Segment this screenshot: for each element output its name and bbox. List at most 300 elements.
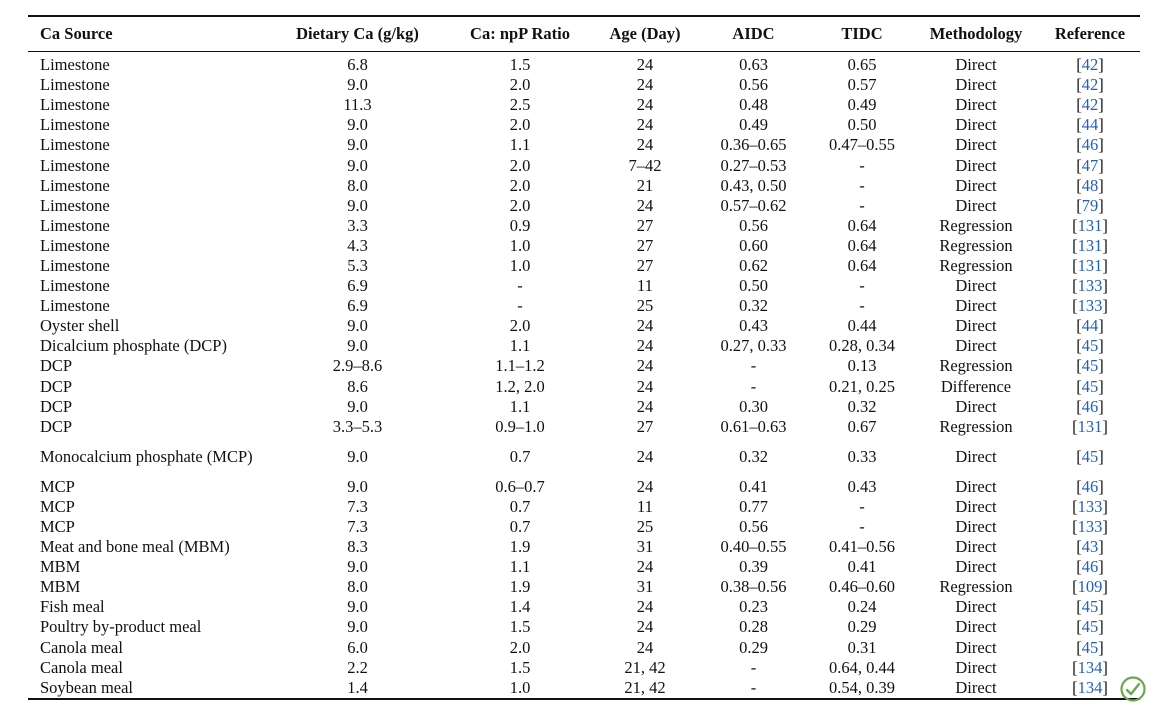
table-cell: 0.56 [739, 75, 768, 95]
table-cell: 0.32 [847, 396, 877, 416]
table-cell: 24 [636, 115, 654, 135]
table-cell: - [750, 356, 757, 376]
table-cell: 0.54, 0.39 [829, 677, 895, 697]
table-cell: Limestone [40, 195, 110, 215]
table-cell: 2.0 [509, 155, 531, 175]
reference-link[interactable]: 131 [1077, 215, 1103, 235]
table-cell: 24 [636, 376, 654, 396]
reference-cell: [42] [1076, 95, 1104, 115]
reference-link[interactable]: 43 [1081, 537, 1099, 557]
reference-cell: [46] [1076, 557, 1104, 577]
table-cell: 0.7 [509, 517, 531, 537]
reference-cell: [45] [1076, 617, 1104, 637]
reference-link[interactable]: 45 [1081, 376, 1099, 396]
table-cell: 7.3 [347, 517, 368, 537]
table-cell: 0.29 [739, 637, 768, 657]
table-cell: - [859, 276, 865, 296]
table-cell: 24 [636, 557, 654, 577]
table-cell: 1.5 [509, 657, 531, 677]
reference-cell: [109] [1072, 577, 1108, 597]
table-cell: 6.9 [347, 296, 368, 316]
table-cell: Soybean meal [40, 677, 134, 697]
reference-cell: [79] [1076, 195, 1104, 215]
table-row [28, 437, 1140, 477]
table-cell: 27 [636, 235, 654, 255]
table-cell: 0.56 [739, 215, 768, 235]
reference-link[interactable]: 79 [1081, 195, 1099, 215]
table-cell: 8.0 [347, 577, 368, 597]
reference-cell: [45] [1076, 376, 1104, 396]
table-cell: Regression [939, 215, 1013, 235]
column-header: Age (Day) [609, 24, 681, 43]
table-cell: 24 [636, 637, 654, 657]
table-row [28, 176, 1140, 196]
reference-cell: [47] [1076, 155, 1104, 175]
table-row [28, 75, 1140, 95]
table-cell: Regression [939, 577, 1013, 597]
table-cell: Direct [955, 316, 997, 336]
table-cell: MCP [40, 476, 75, 496]
table-cell: 1.4 [347, 677, 368, 697]
table-cell: 9.0 [347, 316, 368, 336]
table-cell: 24 [636, 446, 654, 466]
reference-link[interactable]: 45 [1081, 446, 1099, 466]
reference-link[interactable]: 42 [1081, 55, 1099, 75]
table-cell: Direct [955, 637, 997, 657]
reference-link[interactable]: 42 [1081, 95, 1099, 115]
table-cell: 1.1 [509, 336, 531, 356]
table-cell: 1.1 [509, 557, 531, 577]
table-cell: 0.27–0.53 [720, 155, 787, 175]
table-cell: 9.0 [347, 446, 368, 466]
reference-link[interactable]: 131 [1077, 255, 1103, 275]
table-row [28, 296, 1140, 316]
table-cell: Direct [955, 396, 997, 416]
table-cell: 0.77 [739, 496, 768, 516]
table-cell: - [859, 296, 865, 316]
table-cell: 0.38–0.56 [720, 577, 787, 597]
reference-cell: [45] [1076, 637, 1104, 657]
reference-cell: [133] [1072, 517, 1108, 537]
table-cell: 8.3 [347, 537, 368, 557]
column-header: Ca: npP Ratio [470, 24, 570, 43]
table-cell: Fish meal [40, 597, 105, 617]
table-cell: 9.0 [347, 336, 368, 356]
table-cell: 0.7 [509, 496, 531, 516]
calcium-digestibility-table [28, 15, 1140, 700]
reference-link[interactable]: 134 [1077, 657, 1103, 677]
table-cell: 21, 42 [624, 677, 666, 697]
table-cell: 2.0 [509, 195, 531, 215]
table-cell: - [517, 276, 523, 296]
reference-link[interactable]: 133 [1077, 517, 1103, 537]
table-cell: 24 [636, 135, 654, 155]
table-cell: 1.9 [509, 577, 531, 597]
table-cell: 0.29 [847, 617, 877, 637]
table-row [28, 155, 1140, 175]
table-cell: 24 [636, 396, 654, 416]
table-cell: Direct [955, 537, 997, 557]
reference-link[interactable]: 133 [1077, 296, 1103, 316]
table-cell: 24 [636, 316, 654, 336]
reference-link[interactable]: 47 [1081, 155, 1099, 175]
reference-link[interactable]: 45 [1081, 597, 1099, 617]
table-cell: 1.0 [509, 235, 531, 255]
table-cell: 2.9–8.6 [332, 356, 383, 376]
table-cell: 24 [636, 336, 654, 356]
table-cell: 0.9–1.0 [495, 416, 545, 436]
table-cell: 0.64 [847, 215, 877, 235]
table-row [28, 557, 1140, 577]
table-cell: 5.3 [347, 255, 368, 275]
reference-cell: [45] [1076, 356, 1104, 376]
table-cell: Limestone [40, 95, 110, 115]
table-cell: Limestone [40, 276, 110, 296]
table-cell: 3.3–5.3 [332, 416, 383, 436]
table-cell: 1.5 [509, 55, 531, 75]
reference-link[interactable]: 45 [1081, 617, 1099, 637]
reference-link[interactable]: 134 [1077, 677, 1103, 697]
table-cell: 0.41–0.56 [829, 537, 895, 557]
table-cell: 0.39 [739, 557, 768, 577]
table-cell: 0.30 [739, 396, 768, 416]
table-cell: 21, 42 [624, 657, 666, 677]
table-cell: 27 [636, 255, 654, 275]
table-cell: Limestone [40, 135, 110, 155]
table-cell: Direct [955, 446, 997, 466]
table-cell: 0.6–0.7 [495, 476, 545, 496]
reference-cell: [45] [1076, 446, 1104, 466]
table-cell: 0.56 [739, 517, 768, 537]
table-cell: Limestone [40, 235, 110, 255]
table-cell: 9.0 [347, 155, 368, 175]
table-cell: 31 [636, 577, 654, 597]
reference-link[interactable]: 45 [1081, 336, 1099, 356]
table-cell: 0.49 [847, 95, 877, 115]
table-cell: - [859, 175, 865, 195]
table-cell: Limestone [40, 115, 110, 135]
table-cell: 0.21, 0.25 [829, 376, 895, 396]
table-cell: Limestone [40, 296, 110, 316]
table-row [28, 336, 1140, 356]
check-leaf-icon [1120, 676, 1146, 702]
table-cell: Direct [955, 115, 997, 135]
table-cell: 0.28 [739, 617, 768, 637]
reference-cell: [133] [1072, 276, 1108, 296]
table-cell: 24 [636, 95, 654, 115]
table-cell: 0.60 [739, 235, 768, 255]
reference-link[interactable]: 45 [1081, 637, 1099, 657]
table-cell: Direct [955, 336, 997, 356]
table-row [28, 497, 1140, 517]
table-row [28, 617, 1140, 637]
table-cell: MBM [40, 577, 81, 597]
reference-link[interactable]: 131 [1077, 235, 1103, 255]
table-cell: 0.43 [739, 316, 768, 336]
table-cell: 0.33 [847, 446, 877, 466]
table-cell: 31 [636, 537, 654, 557]
reference-link[interactable]: 46 [1081, 396, 1099, 416]
table-cell: 8.0 [347, 175, 368, 195]
reference-cell: [42] [1076, 55, 1104, 75]
reference-cell: [131] [1072, 235, 1108, 255]
table-cell: Direct [955, 135, 997, 155]
reference-cell: [131] [1072, 215, 1108, 235]
reference-link[interactable]: 44 [1081, 115, 1099, 135]
reference-cell: [131] [1072, 416, 1108, 436]
reference-link[interactable]: 48 [1081, 175, 1099, 195]
table-cell: 27 [636, 416, 654, 436]
table-cell: Regression [939, 235, 1013, 255]
reference-cell: [46] [1076, 135, 1104, 155]
table-cell: 0.36–0.65 [720, 135, 787, 155]
table-cell: - [859, 195, 865, 215]
table-cell: 0.65 [847, 55, 877, 75]
table-cell: 2.5 [509, 95, 531, 115]
table-cell: 11 [637, 496, 653, 516]
table-cell: 0.41 [739, 476, 768, 496]
table-cell: 1.2, 2.0 [495, 376, 545, 396]
table-cell: Limestone [40, 75, 110, 95]
reference-link[interactable]: 133 [1077, 496, 1103, 516]
table-cell: - [517, 296, 523, 316]
table-row [28, 196, 1140, 216]
table-cell: Direct [955, 677, 997, 697]
table-cell: 24 [636, 75, 654, 95]
table-cell: 0.13 [847, 356, 877, 376]
table-header [28, 16, 1140, 52]
table-cell: DCP [40, 396, 73, 416]
table-cell: 0.41 [847, 557, 877, 577]
table-cell: 0.57 [847, 75, 877, 95]
reference-cell: [45] [1076, 336, 1104, 356]
table-cell: Regression [939, 255, 1013, 275]
table-cell: 27 [636, 215, 654, 235]
table-cell: 1.0 [509, 255, 531, 275]
table-body [28, 52, 1140, 699]
table-row [28, 577, 1140, 597]
table-cell: 0.64, 0.44 [829, 657, 895, 677]
reference-cell: [46] [1076, 396, 1104, 416]
table-row [28, 236, 1140, 256]
table-cell: 24 [636, 476, 654, 496]
reference-link[interactable]: 46 [1081, 476, 1099, 496]
table-cell: 0.61–0.63 [720, 416, 787, 436]
table-row [28, 397, 1140, 417]
table-cell: 1.9 [509, 537, 531, 557]
reference-cell: [131] [1072, 255, 1108, 275]
table-row [28, 658, 1140, 678]
table-cell: 2.2 [347, 657, 368, 677]
reference-cell: [134] [1072, 677, 1108, 697]
table-cell: 21 [636, 175, 654, 195]
table-cell: 2.0 [509, 175, 531, 195]
table-row [28, 517, 1140, 537]
reference-link[interactable]: 133 [1077, 276, 1103, 296]
table-cell: 24 [636, 617, 654, 637]
reference-cell: [133] [1072, 496, 1108, 516]
table-cell: Direct [955, 657, 997, 677]
table-cell: 0.7 [509, 446, 531, 466]
table-cell: 24 [636, 597, 654, 617]
table-cell: Direct [955, 476, 997, 496]
table-cell: 8.6 [347, 376, 368, 396]
table-cell: - [750, 657, 757, 677]
table-cell: 6.9 [347, 276, 368, 296]
table-row [28, 597, 1140, 617]
table-cell: Limestone [40, 255, 110, 275]
table-row [28, 477, 1140, 497]
column-header: Dietary Ca (g/kg) [296, 24, 419, 43]
table-cell: 0.67 [847, 416, 877, 436]
reference-link[interactable]: 109 [1077, 577, 1103, 597]
table-cell: 3.3 [347, 215, 368, 235]
table-cell: 0.27, 0.33 [720, 336, 787, 356]
table-cell: 24 [636, 195, 654, 215]
table-cell: 9.0 [347, 617, 368, 637]
table-cell: Direct [955, 296, 997, 316]
table-cell: 2.0 [509, 75, 531, 95]
table-cell: 0.64 [847, 235, 877, 255]
table-cell: 1.0 [509, 677, 531, 697]
column-header: Reference [1054, 24, 1126, 43]
table-cell: 1.5 [509, 617, 531, 637]
table-cell: 9.0 [347, 135, 368, 155]
table-cell: MBM [40, 557, 81, 577]
table-cell: Direct [955, 195, 997, 215]
table-cell: 9.0 [347, 396, 368, 416]
table-cell: 0.23 [739, 597, 768, 617]
table-cell: 11 [637, 276, 653, 296]
table-row [28, 52, 1140, 76]
table-row [28, 95, 1140, 115]
table-cell: DCP [40, 356, 73, 376]
table-cell: 24 [636, 55, 654, 75]
table-cell: 0.50 [847, 115, 877, 135]
table-cell: 0.24 [847, 597, 877, 617]
table-cell: 0.63 [739, 55, 768, 75]
table-row [28, 135, 1140, 155]
table-cell: 6.0 [347, 637, 368, 657]
table-cell: 0.46–0.60 [829, 577, 895, 597]
table-cell: - [859, 155, 865, 175]
table-cell: 0.28, 0.34 [829, 336, 895, 356]
table-cell: Direct [955, 175, 997, 195]
table-cell: - [750, 677, 757, 697]
table-cell: Oyster shell [40, 316, 120, 336]
table-cell: 0.47–0.55 [829, 135, 895, 155]
table-cell: Monocalcium phosphate (MCP) [40, 446, 253, 466]
reference-link[interactable]: 46 [1081, 135, 1099, 155]
table-cell: Direct [955, 496, 997, 516]
table-cell: 0.64 [847, 255, 877, 275]
reference-cell: [44] [1076, 316, 1104, 336]
reference-link[interactable]: 42 [1081, 75, 1099, 95]
table-cell: Direct [955, 75, 997, 95]
table-cell: Dicalcium phosphate (DCP) [40, 336, 227, 356]
table-cell: 7–42 [628, 155, 662, 175]
table-cell: 9.0 [347, 597, 368, 617]
reference-link[interactable]: 44 [1081, 316, 1099, 336]
table-cell: Limestone [40, 55, 110, 75]
table-cell: 25 [636, 296, 654, 316]
table-cell: Difference [940, 376, 1012, 396]
table-row [28, 678, 1140, 699]
table-cell: 9.0 [347, 75, 368, 95]
table-cell: 0.44 [847, 316, 877, 336]
table-cell: MCP [40, 517, 75, 537]
table-cell: 2.0 [509, 316, 531, 336]
table-row [28, 356, 1140, 376]
table-cell: Direct [955, 55, 997, 75]
table-cell: 0.43 [847, 476, 877, 496]
table-cell: 9.0 [347, 557, 368, 577]
table-cell: Limestone [40, 175, 110, 195]
table-cell: 0.62 [739, 255, 768, 275]
table-cell: 11.3 [343, 95, 372, 115]
table-cell: 0.43, 0.50 [720, 175, 787, 195]
reference-link[interactable]: 45 [1081, 356, 1099, 376]
table-row [28, 216, 1140, 236]
reference-link[interactable]: 46 [1081, 557, 1099, 577]
table-cell: 2.0 [509, 115, 531, 135]
table-cell: Direct [955, 95, 997, 115]
column-header: Ca Source [40, 24, 113, 43]
table-cell: Canola meal [40, 637, 123, 657]
column-header: TIDC [841, 24, 883, 43]
table-cell: Limestone [40, 155, 110, 175]
data-table-container [28, 15, 1140, 700]
table-cell: Direct [955, 557, 997, 577]
table-cell: 0.32 [739, 446, 768, 466]
table-cell: 0.40–0.55 [720, 537, 787, 557]
table-cell: 0.9 [509, 215, 531, 235]
table-cell: 0.57–0.62 [720, 195, 787, 215]
table-cell: 1.1–1.2 [495, 356, 545, 376]
table-cell: DCP [40, 376, 73, 396]
table-row [28, 276, 1140, 296]
table-cell: - [859, 496, 865, 516]
table-cell: - [859, 517, 865, 537]
table-cell: Direct [955, 597, 997, 617]
table-cell: Poultry by-product meal [40, 617, 202, 637]
reference-cell: [46] [1076, 476, 1104, 496]
table-row [28, 256, 1140, 276]
table-cell: Direct [955, 517, 997, 537]
table-cell: 9.0 [347, 476, 368, 496]
table-cell: 1.1 [509, 396, 531, 416]
table-row [28, 638, 1140, 658]
table-cell: 1.1 [509, 135, 531, 155]
column-header: Methodology [929, 24, 1023, 43]
reference-cell: [43] [1076, 537, 1104, 557]
table-cell: 0.50 [739, 276, 768, 296]
table-row [28, 316, 1140, 336]
reference-link[interactable]: 131 [1077, 416, 1103, 436]
table-cell: Regression [939, 416, 1013, 436]
header-row [28, 16, 1140, 52]
table-row [28, 115, 1140, 135]
table-cell: 25 [636, 517, 654, 537]
table-cell: 7.3 [347, 496, 368, 516]
table-cell: DCP [40, 416, 73, 436]
table-row [28, 537, 1140, 557]
table-cell: 0.31 [847, 637, 877, 657]
table-cell: Limestone [40, 215, 110, 235]
reference-cell: [42] [1076, 75, 1104, 95]
table-cell: Canola meal [40, 657, 123, 677]
table-cell: Regression [939, 356, 1013, 376]
